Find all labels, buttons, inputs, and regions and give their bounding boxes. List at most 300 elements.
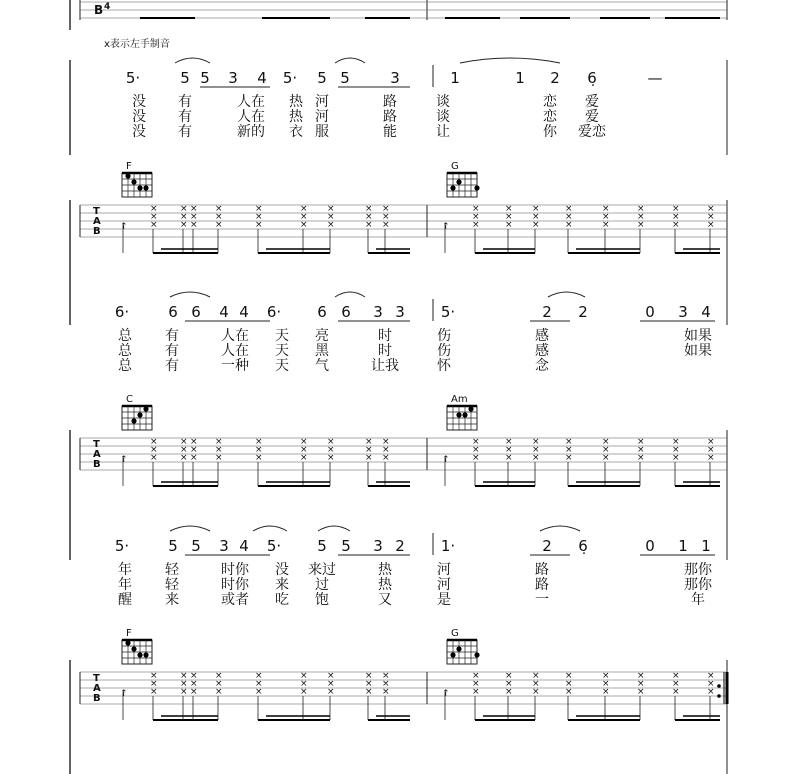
mute-x: × [505, 204, 513, 214]
lyric-word: 时你 [221, 577, 249, 593]
chord-name: Am [451, 394, 468, 405]
mute-x: × [602, 679, 610, 689]
mute-x: × [672, 671, 680, 681]
chord-diagram-c [122, 394, 152, 430]
mute-x: × [505, 437, 513, 447]
jianpu-note: 4 [239, 303, 249, 321]
jianpu-note: 5· [266, 537, 282, 555]
mute-x: × [672, 212, 680, 222]
mute-x: × [637, 220, 645, 230]
mute-x: × [215, 453, 223, 463]
jianpu-note: 6· [266, 303, 282, 321]
mute-x: × [707, 679, 715, 689]
lyric-word: 如果 [684, 343, 712, 359]
jianpu-note: 1· [440, 537, 456, 555]
tab-letter: B [93, 693, 101, 704]
mute-x: × [505, 220, 513, 230]
lyric-word: 一种 [221, 358, 249, 374]
slur [540, 526, 580, 531]
lyric-word: 热 [378, 577, 392, 593]
lyric-word: 热 [289, 109, 303, 125]
arrow-mark: ↑ [442, 455, 450, 465]
mute-x: × [472, 453, 480, 463]
mute-x: × [382, 445, 390, 455]
mute-x: × [300, 453, 308, 463]
mute-x: × [707, 445, 715, 455]
mute-x: × [602, 212, 610, 222]
mute-x: × [637, 212, 645, 222]
mute-x: × [532, 679, 540, 689]
mute-x: × [382, 679, 390, 689]
mute-x: × [672, 437, 680, 447]
mute-x: × [532, 445, 540, 455]
mute-x: × [707, 220, 715, 230]
mute-x: × [327, 679, 335, 689]
lyric-word: 那你 [684, 562, 712, 578]
slur [253, 526, 287, 531]
jianpu-note: 6 [191, 303, 201, 321]
mute-x: × [707, 671, 715, 681]
mute-x: × [327, 687, 335, 697]
jianpu-note: 5· [440, 303, 456, 321]
mute-x: × [180, 445, 188, 455]
lyric-word: 天 [275, 358, 289, 374]
jianpu-note: 3 [390, 69, 400, 87]
mute-x: × [327, 204, 335, 214]
mute-x: × [637, 453, 645, 463]
mute-x: × [327, 453, 335, 463]
lyric-word: 人在 [221, 328, 249, 344]
top-staff-4-label: 4 [104, 2, 111, 12]
tab-staff [80, 204, 727, 253]
jianpu-note: 4 [257, 69, 267, 87]
mute-x: × [565, 687, 573, 697]
lyric-word: 爱 [585, 109, 599, 125]
mute-x: × [382, 453, 390, 463]
mute-x: × [602, 437, 610, 447]
tab-letter: B [93, 459, 101, 470]
lyric-word: 有 [178, 94, 192, 110]
lyric-word: 有 [178, 109, 192, 125]
lyric-word: 时 [378, 328, 392, 344]
mute-x: × [365, 204, 373, 214]
lyric-word: 让我 [371, 358, 399, 374]
jianpu-note: 5 [341, 537, 351, 555]
chord-diagram-f [122, 161, 152, 197]
mute-x: × [255, 212, 263, 222]
mute-x: × [300, 687, 308, 697]
lyric-word: 有 [165, 343, 179, 359]
lyric-word: 路 [535, 577, 549, 593]
mute-x: × [472, 687, 480, 697]
lyric-word: 气 [315, 358, 329, 374]
mute-x: × [327, 671, 335, 681]
mute-x: × [672, 220, 680, 230]
jianpu-note: 5 [168, 537, 178, 555]
mute-x: × [180, 437, 188, 447]
mute-x: × [327, 212, 335, 222]
mute-x: × [707, 687, 715, 697]
jianpu-note: 5 [317, 537, 327, 555]
mute-x: × [602, 445, 610, 455]
mute-x: × [365, 220, 373, 230]
chord-diagram-g [447, 628, 480, 664]
mute-x: × [637, 445, 645, 455]
slur [335, 292, 365, 297]
jianpu-note: 3 [373, 303, 383, 321]
jianpu-note: 4 [219, 303, 229, 321]
lyric-word: 来 [275, 577, 289, 593]
mute-x: × [300, 204, 308, 214]
mute-x: × [472, 204, 480, 214]
mute-x: × [707, 437, 715, 447]
lyric-word: 如果 [684, 328, 712, 344]
mute-x: × [382, 437, 390, 447]
lyric-word: 总 [118, 328, 132, 344]
chord-name: G [451, 628, 459, 639]
lyric-word: 是 [437, 592, 451, 608]
mute-x: × [150, 671, 158, 681]
mute-x: × [190, 671, 198, 681]
tab-staff [80, 437, 727, 486]
mute-x: × [532, 671, 540, 681]
mute-x: × [300, 437, 308, 447]
jianpu-note: 4 [239, 537, 249, 555]
tab-letter: T [93, 206, 100, 217]
lyric-word: 让 [436, 124, 450, 140]
lyric-word: 又 [378, 592, 392, 608]
jianpu-row-3 [115, 526, 715, 555]
lyric-word: 感 [535, 343, 549, 359]
lyric-word: 年 [118, 577, 132, 593]
lyric-word: 念 [535, 358, 549, 374]
slur [460, 58, 560, 63]
jianpu-note: 6 [168, 303, 178, 321]
mute-x: × [532, 453, 540, 463]
mute-x: × [255, 671, 263, 681]
jianpu-note: 6 [317, 303, 327, 321]
mute-x: × [565, 212, 573, 222]
mute-x: × [565, 204, 573, 214]
lyric-word: 服 [315, 124, 329, 140]
jianpu-note: 0 [645, 537, 655, 555]
mute-x: × [602, 671, 610, 681]
lyric-word: 怀 [437, 358, 451, 374]
tab-letter: A [93, 449, 101, 460]
lyric-word: 年 [118, 562, 132, 578]
mute-x: × [382, 212, 390, 222]
mute-x: × [190, 220, 198, 230]
slur [318, 526, 350, 531]
mute-x: × [472, 212, 480, 222]
mute-x: × [215, 212, 223, 222]
repeat-dot [717, 684, 721, 688]
jianpu-note: 3 [678, 303, 688, 321]
lyric-word: 没 [275, 562, 289, 578]
arrow-mark: ↑ [442, 689, 450, 699]
mute-x: × [180, 671, 188, 681]
mute-x: × [300, 671, 308, 681]
mute-x: × [327, 445, 335, 455]
mute-x: × [190, 212, 198, 222]
lyric-word: 热 [378, 562, 392, 578]
mute-x: × [602, 453, 610, 463]
lyric-word: 热 [289, 94, 303, 110]
mute-x: × [505, 687, 513, 697]
mute-x: × [255, 445, 263, 455]
mute-x: × [565, 671, 573, 681]
mute-x: × [215, 445, 223, 455]
lyric-word: 伤 [437, 343, 451, 359]
jianpu-note: 5· [282, 69, 298, 87]
lyric-word: 谈 [436, 94, 450, 110]
chord-name: G [451, 161, 459, 172]
lyric-word: 那你 [684, 577, 712, 593]
arrow-mark: ↑ [442, 222, 450, 232]
jianpu-note: 1 [515, 69, 525, 87]
mute-x: × [215, 204, 223, 214]
lyric-word: 路 [383, 94, 397, 110]
jianpu-note: 6· [114, 303, 130, 321]
mute-x: × [602, 220, 610, 230]
muting-note: x表示左手制音 [104, 39, 170, 50]
jianpu-note: 2 [395, 537, 405, 555]
mute-x: × [472, 437, 480, 447]
jianpu-note: 5 [180, 69, 190, 87]
slur [335, 58, 365, 63]
mute-x: × [382, 687, 390, 697]
lyric-word: 人在 [237, 109, 265, 125]
mute-x: × [327, 220, 335, 230]
lyric-word: 恋 [543, 94, 557, 110]
lyric-word: 恋 [543, 109, 557, 125]
mute-x: × [602, 687, 610, 697]
mute-x: × [150, 687, 158, 697]
lyric-word: 年 [691, 592, 705, 608]
jianpu-note: 4 [701, 303, 711, 321]
mute-x: × [382, 204, 390, 214]
arrow-mark: ↑ [120, 455, 128, 465]
mute-x: × [602, 204, 610, 214]
mute-x: × [365, 445, 373, 455]
lyric-word: 河 [437, 562, 451, 578]
lyric-word: 天 [275, 328, 289, 344]
mute-x: × [532, 212, 540, 222]
lyric-word: 感 [535, 328, 549, 344]
mute-x: × [637, 687, 645, 697]
jianpu-note: 3 [395, 303, 405, 321]
lyric-word: 轻 [165, 562, 179, 578]
lyric-word: 黑 [315, 343, 329, 359]
lyric-word: 人在 [221, 343, 249, 359]
lyric-word: 新的 [237, 124, 265, 140]
mute-x: × [532, 204, 540, 214]
lyric-word: 饱 [315, 592, 329, 608]
lyric-word: 河 [315, 109, 329, 125]
slur [170, 292, 210, 297]
lyric-word: 爱 [585, 94, 599, 110]
lyric-word: 一 [535, 592, 549, 608]
lyric-word: 有 [165, 328, 179, 344]
mute-x: × [190, 679, 198, 689]
tab-letter: A [93, 216, 101, 227]
jianpu-note: 5 [200, 69, 210, 87]
chord-name: F [126, 161, 132, 172]
mute-x: × [215, 437, 223, 447]
mute-x: × [255, 220, 263, 230]
mute-x: × [672, 453, 680, 463]
lyric-word: 人在 [237, 94, 265, 110]
chord-diagram-g [447, 161, 480, 197]
lyric-word: 亮 [315, 328, 329, 344]
mute-x: × [365, 679, 373, 689]
mute-x: × [382, 671, 390, 681]
repeat-dot [717, 694, 721, 698]
mute-x: × [150, 679, 158, 689]
mute-x: × [365, 212, 373, 222]
chord-name: F [126, 628, 132, 639]
mute-x: × [327, 437, 335, 447]
mute-x: × [255, 453, 263, 463]
lyric-word: 有 [178, 124, 192, 140]
lyric-word: 没 [132, 94, 146, 110]
chord-diagram-am [447, 394, 477, 430]
mute-x: × [365, 453, 373, 463]
tab-letter: T [93, 439, 100, 450]
slur [170, 526, 210, 531]
jianpu-note: 6̣ [587, 69, 597, 87]
lyric-word: 河 [315, 94, 329, 110]
lyric-word: 天 [275, 343, 289, 359]
lyric-word: 没 [132, 124, 146, 140]
mute-x: × [180, 212, 188, 222]
lyrics-block-1 [132, 93, 607, 140]
lyric-word: 爱恋 [578, 124, 606, 140]
mute-x: × [180, 453, 188, 463]
mute-x: × [707, 212, 715, 222]
mute-x: × [565, 220, 573, 230]
top-staff-b-label: B [94, 3, 104, 17]
mute-x: × [672, 204, 680, 214]
lyric-word: 轻 [165, 577, 179, 593]
lyric-word: 有 [165, 358, 179, 374]
mute-x: × [637, 679, 645, 689]
mute-x: × [505, 212, 513, 222]
tab-staff [80, 671, 727, 720]
mute-x: × [382, 220, 390, 230]
mute-x: × [215, 671, 223, 681]
lyric-word: 来 [165, 592, 179, 608]
lyric-word: 总 [118, 358, 132, 374]
arrow-mark: ↑ [120, 222, 128, 232]
mute-x: × [255, 204, 263, 214]
slur [175, 58, 210, 63]
lyric-word: 过 [315, 577, 329, 593]
mute-x: × [190, 445, 198, 455]
mute-x: × [180, 687, 188, 697]
jianpu-note: 6̣ [578, 537, 588, 555]
lyric-word: 河 [437, 577, 451, 593]
lyric-word: 伤 [437, 328, 451, 344]
jianpu-note: 0 [645, 303, 655, 321]
mute-x: × [180, 204, 188, 214]
mute-x: × [150, 212, 158, 222]
mute-x: × [300, 445, 308, 455]
mute-x: × [672, 679, 680, 689]
jianpu-note: 3 [373, 537, 383, 555]
mute-x: × [637, 204, 645, 214]
lyric-word: 来过 [308, 562, 336, 578]
lyric-word: 能 [383, 124, 397, 140]
jianpu-note: 3 [228, 69, 238, 87]
chord-diagram-f [122, 628, 152, 664]
mute-x: × [365, 671, 373, 681]
lyric-word: 你 [543, 124, 557, 140]
lyric-word: 醒 [118, 592, 132, 608]
mute-x: × [472, 220, 480, 230]
mute-x: × [365, 437, 373, 447]
mute-x: × [707, 453, 715, 463]
mute-x: × [565, 679, 573, 689]
mute-x: × [215, 679, 223, 689]
tab-letter: T [93, 673, 100, 684]
jianpu-note: 5 [191, 537, 201, 555]
top-tab-staff [70, 0, 727, 30]
mute-x: × [672, 687, 680, 697]
jianpu-note: 5 [340, 69, 350, 87]
mute-x: × [255, 437, 263, 447]
mute-x: × [180, 679, 188, 689]
mute-x: × [532, 220, 540, 230]
mute-x: × [565, 445, 573, 455]
slur [548, 292, 585, 297]
mute-x: × [190, 204, 198, 214]
jianpu-note: 2 [542, 303, 552, 321]
lyric-word: 路 [535, 562, 549, 578]
jianpu-note: 5· [125, 69, 141, 87]
mute-x: × [505, 671, 513, 681]
mute-x: × [505, 453, 513, 463]
mute-x: × [472, 679, 480, 689]
jianpu-note: 5 [317, 69, 327, 87]
mute-x: × [215, 220, 223, 230]
jianpu-note: — [647, 69, 663, 87]
chord-name: C [126, 394, 133, 405]
mute-x: × [707, 204, 715, 214]
jianpu-note: 1 [678, 537, 688, 555]
mute-x: × [637, 671, 645, 681]
mute-x: × [505, 679, 513, 689]
jianpu-note: 2 [578, 303, 588, 321]
mute-x: × [150, 437, 158, 447]
lyric-word: 时 [378, 343, 392, 359]
jianpu-note: 2 [550, 69, 560, 87]
mute-x: × [255, 687, 263, 697]
arrow-mark: ↑ [120, 689, 128, 699]
mute-x: × [505, 445, 513, 455]
mute-x: × [255, 679, 263, 689]
mute-x: × [190, 453, 198, 463]
lyric-word: 总 [118, 343, 132, 359]
mute-x: × [532, 687, 540, 697]
lyric-word: 时你 [221, 562, 249, 578]
tab-letter: B [93, 226, 101, 237]
mute-x: × [150, 204, 158, 214]
jianpu-row-2 [115, 292, 715, 321]
mute-x: × [672, 445, 680, 455]
mute-x: × [532, 437, 540, 447]
lyric-word: 吃 [275, 592, 289, 608]
